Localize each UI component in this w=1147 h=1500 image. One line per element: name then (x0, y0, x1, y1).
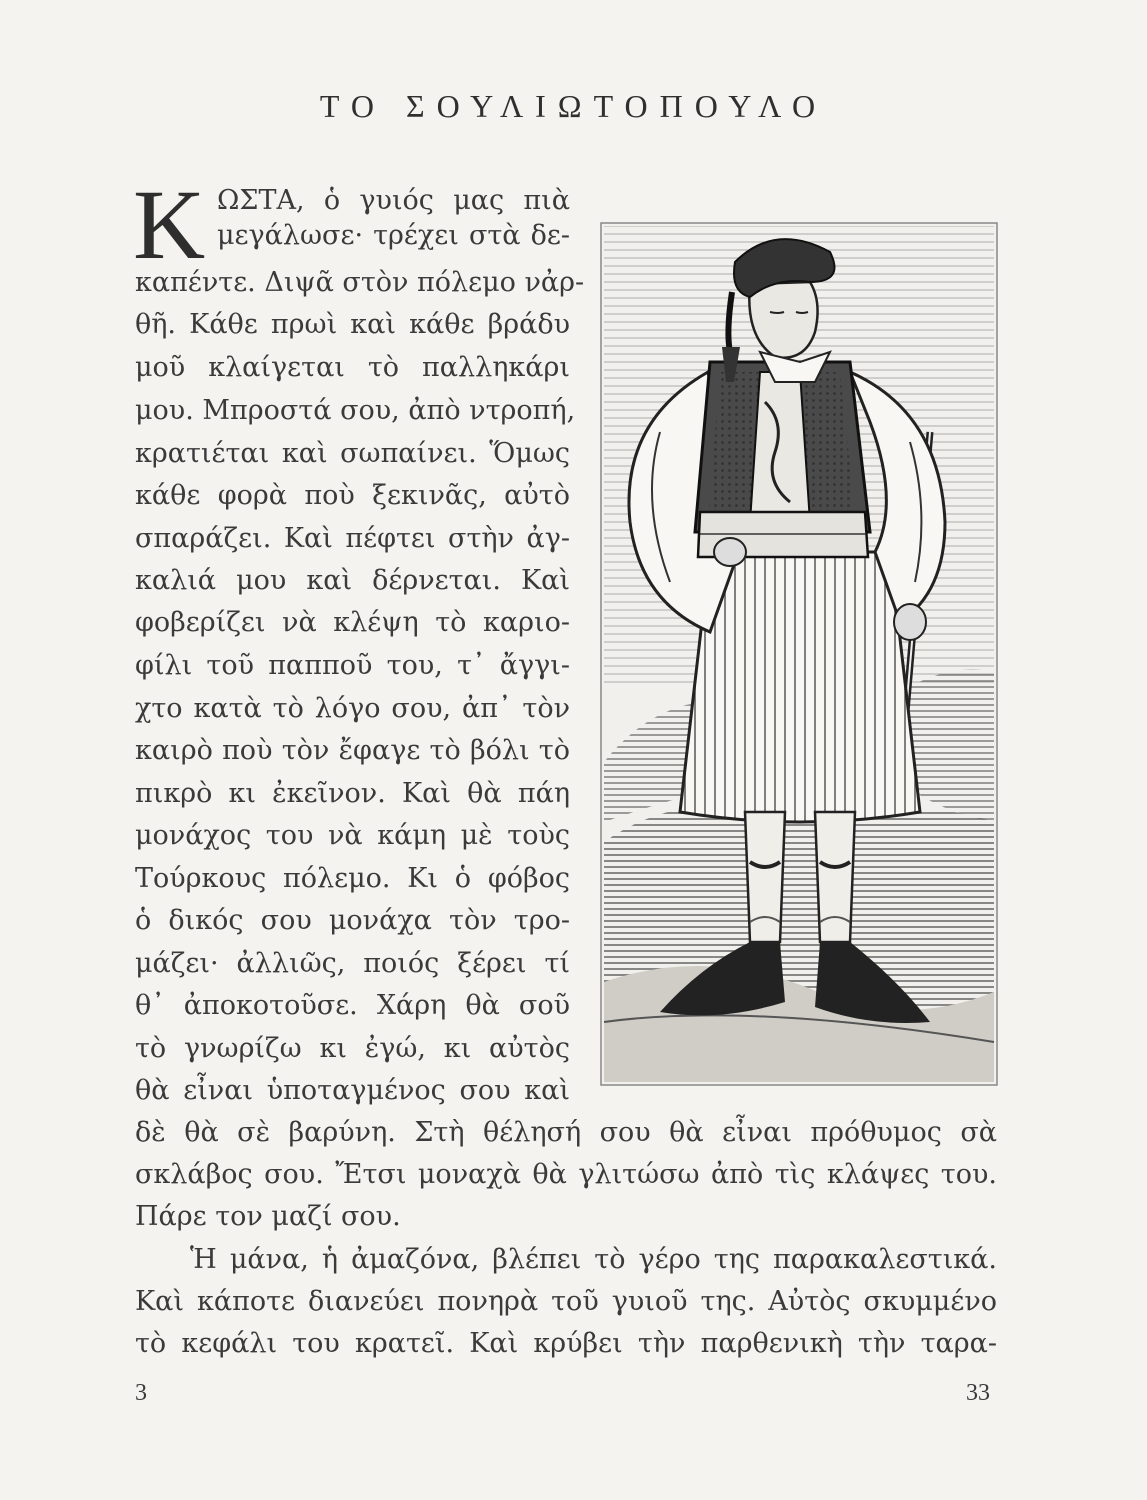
text-line: φοβερίζει νὰ κλέψη τὸ καριο- (135, 607, 570, 638)
text-line: κρατιέται καὶ σωπαίνει. Ὅμως (135, 438, 570, 469)
text-line: καλιά μου καὶ δέρνεται. Καὶ (135, 565, 570, 596)
text-line: κάθε φορὰ ποὺ ξεκινᾶς, αὐτὸ (135, 480, 570, 511)
signature-mark: 3 (135, 1380, 147, 1406)
text-line: χτο κατὰ τὸ λόγο σου, ἀπ᾿ τὸν (135, 693, 570, 724)
text-line: μάζει· ἀλλιῶς, ποιός ξέρει τί (135, 948, 570, 979)
text-line: τὸ κεφάλι του κρατεῖ. Καὶ κρύβει τὴν παρθενικὴ τὴν ταρα- (135, 1328, 997, 1359)
text-line: μου. Μπροστά σου, ἀπὸ ντροπή, (135, 395, 576, 426)
text-line: ΩΣΤΑ, ὁ γυιός μας πιὰ (217, 185, 570, 216)
text-line: μεγάλωσε· τρέχει στὰ δε- (217, 220, 570, 251)
text-line: μονάχος του νὰ κάμη μὲ τοὺς (135, 820, 570, 851)
text-line: Πάρε τον μαζί σου. (135, 1201, 401, 1232)
text-line: Καὶ κάποτε διανεύει πονηρὰ τοῦ γυιοῦ της. Αὐτὸς σκυμμένο (135, 1286, 997, 1317)
chapter-title: ΤΟ ΣΟΥΛΙΩΤΟΠΟΥΛΟ (319, 88, 828, 124)
text-line: θὰ εἶναι ὑποταγμένος σου καὶ (135, 1075, 570, 1106)
text-line: μοῦ κλαίγεται τὸ παλληκάρι (135, 352, 570, 383)
text-line: καιρὸ ποὺ τὸν ἔφαγε τὸ βόλι τὸ (135, 735, 570, 766)
text-line: ὁ δικός σου μονάχα τὸν τρο- (135, 905, 570, 936)
text-line: Τούρκους πόλεμο. Κι ὁ φόβος (135, 863, 570, 894)
souliote-woodcut-illustration (600, 222, 998, 1086)
drop-cap: Κ (133, 169, 206, 280)
text-line: τὸ γνωρίζω κι ἐγώ, κι αὐτὸς (135, 1033, 570, 1064)
text-line: θ᾿ ἀποκοτοῦσε. Χάρη θὰ σοῦ (135, 990, 570, 1021)
text-line: πικρὸ κι ἐκεῖνον. Καὶ θὰ πάη (135, 778, 570, 809)
text-line: σκλάβος σου. Ἔτσι μοναχὰ θὰ γλιτώσω ἀπὸ τὶς κλάψες του. (135, 1159, 997, 1190)
text-line: σπαράζει. Καὶ πέφτει στὴν ἀγ- (135, 523, 570, 554)
text-line: δὲ θὰ σὲ βαρύνη. Στὴ θέλησή σου θὰ εἶναι πρόθυμος σὰ (135, 1117, 997, 1148)
text-line: φίλι τοῦ παπποῦ του, τ᾿ ἄγγι- (135, 650, 570, 681)
text-line: καπέντε. Διψᾶ στὸν πόλεμο νἀρ- (135, 267, 585, 298)
text-line: θῆ. Κάθε πρωὶ καὶ κάθε βράδυ (135, 309, 570, 340)
page-number: 33 (966, 1380, 990, 1406)
text-line: Ἡ μάνα, ἡ ἀμαζόνα, βλέπει τὸ γέρο της παρακαλεστικά. (190, 1244, 997, 1275)
